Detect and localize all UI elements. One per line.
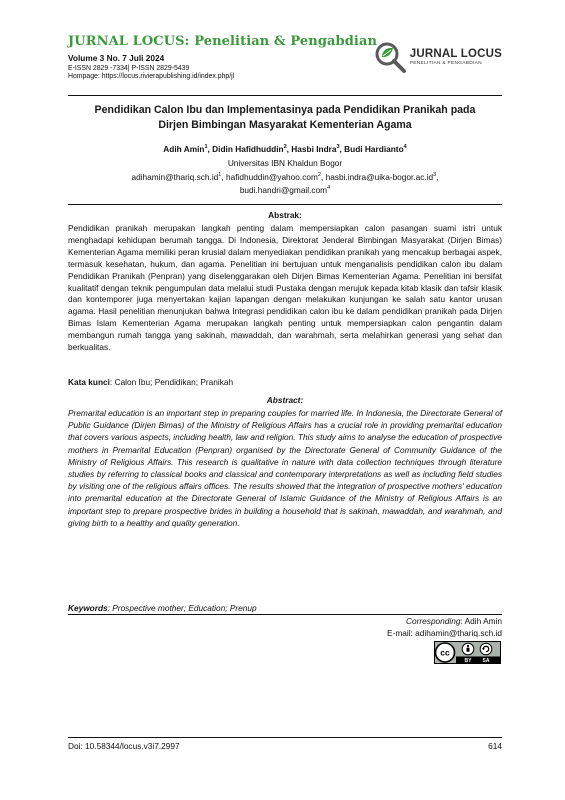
author-emails-line2 [68, 182, 502, 196]
homepage-link[interactable]: Hompage: https://locus.rivierapublishing.id/index.php/jl [68, 73, 235, 80]
affiliation-institution: Universitas IBN Khaldun Bogor [227, 158, 343, 168]
article-title-line2: Dirjen Bimbingan Masyarakat Kementerian Agama [158, 119, 412, 131]
keywords-value: : Calon Ibu; Pendidikan; Pranikah [109, 377, 234, 387]
abstract-text: Premarital education is an important step in preparing couples for married life. In Indonesia, the Directorate General of Public Guidance (Dirjen Bimas) of the Ministry of Religious Affairs has a crucial role in providing premarital education that covers various aspects, including health, law and religion. This study aims to analyse the education of prospective mothers in Premarital Education (Penpran) organised by the Directorate General of Community Guidance of the Ministry of Religious Affairs. This research is qualitative in nature with data collection techniques through literature studies by referring to classical books and classical and contemporary interpretations as well as including field studies by visiting one of the religious affairs offices. The results showed that the integration of prospective mothers' education into premarital education at the Directorate General of Islamic Guidance of the Ministry of Religious Affairs is an important step to prepare prospective brides in building a household that is sakinah, mawaddah, and warahmah, and giving birth to a healthy and quality generation. [68, 408, 502, 528]
author-name: Didin Hafidhuddin [212, 144, 284, 154]
keywords-label: Kata kunci [68, 377, 110, 387]
logo-name: JURNAL LOCUS [409, 48, 502, 60]
author-name: Hasbi Indra [291, 144, 337, 154]
email-sup: 4 [327, 185, 331, 191]
author-sup: 2 [283, 144, 287, 151]
abstract-heading: Abstract: [266, 395, 304, 405]
corresponding-name: : Adih Amin [460, 616, 502, 626]
author-email[interactable]: hasbi.indra@uika-bogor.ac.id [325, 171, 434, 182]
doi[interactable]: Doi: 10.58344/locus.v3i7.2997 [68, 741, 180, 751]
author-sup: 4 [403, 144, 407, 151]
issn-info: E-ISSN 2829 -7334| P-ISSN 2829-5439 [68, 65, 190, 72]
author-name: Budi Hardianto [344, 144, 404, 154]
author-email[interactable]: budi.handri@gmail.com [239, 184, 328, 195]
journal-logo [373, 40, 502, 74]
abstrak-heading: Abstrak: [268, 210, 302, 220]
magnifier-leaf-icon [373, 40, 407, 74]
journal-title: JURNAL LOCUS: Penelitian & Pengabdian [68, 34, 378, 49]
corresponding-email[interactable]: E-mail: adihamin@thariq.sch.id [387, 628, 502, 638]
keywords-value: : Prospective mother; Education; Prenup [107, 603, 257, 613]
corresponding-author [387, 615, 502, 639]
corresponding-label: Corresponding [406, 616, 461, 626]
footer-rule [68, 737, 502, 738]
cc-sa-label: SA [482, 658, 490, 664]
cc-by-sa-icon[interactable] [434, 641, 501, 664]
author-list: Adih Amin$^1$, Didin Hafidhuddin$^2$, Hasbi Indra$^3$, Budi Hardianto$^4$ [163, 144, 407, 154]
journal-header [68, 34, 502, 94]
abstract-keywords [68, 603, 502, 613]
page-number: 614 [488, 741, 502, 751]
email-sup: 2 [317, 172, 321, 178]
cc-by-label: BY [464, 658, 472, 664]
abstrak-keywords [68, 377, 502, 387]
article-title [68, 103, 502, 133]
volume-info: Volume 3 No. 7 Juli 2024 [68, 53, 165, 63]
logo-subtitle: PENELITIAN & PENGABDIAN [409, 61, 482, 66]
author-email[interactable]: adihamin@thariq.sch.id [131, 171, 219, 182]
article-title-line1: Pendidikan Calon Ibu dan Implementasinya pada Pendidikan Pranikah pada [94, 104, 476, 116]
author-emails-line1: $adihamin@thariq.sch.id^1$, hafidhuddin@yahoo.com$^2$, $hasbi.indra@uika-bogor.ac.id^3$, [131, 171, 439, 182]
abstrak-top-rule [68, 204, 502, 205]
author-sup: 3 [336, 144, 340, 151]
email-sup: 1 [218, 172, 222, 178]
author-name: Adih Amin [163, 144, 205, 154]
author-email[interactable]: hafidhuddin@yahoo.com [225, 171, 318, 182]
svg-text:cc: cc [440, 647, 450, 658]
keywords-label: Keywords [68, 603, 108, 613]
page-footer [68, 741, 502, 751]
header-divider [68, 95, 502, 96]
author-sup: 1 [204, 144, 208, 151]
email-sup: 3 [433, 172, 437, 178]
abstrak-text: Pendidikan pranikah merupakan langkah penting dalam mempersiapkan calon pasangan suami istri untuk menghadapi kehidupan berumah tangga. Di Indonesia, Direktorat Jenderal Bimbingan Masyarakat (Dirjen Bimas) Kementerian Agama memiliki peran krusial dalam menyediakan pendidikan pranikah yang mencakup berbagai aspek, termasuk kesehatan, hukum, dan agama. Penelitian ini bertujuan untuk menganalisis pendidikan calon ibu dalam Pendidikan Pranikah (Penpran) yang diselenggarakan oleh Dirjen Bimas Kementerian Agama. Penelitian ini bersifat kualitatif dengan teknik pengumpulan data melalui studi Pustaka dengan merujuk kepada kitab klasik dan tafsir klasik dan kontemporer juga menyertakan kajian lapangan dengan melakukan kunjungan ke salah satu kantor urusan agama. Hasil penelitian menunjukan bahwa Integrasi pendidikan calon ibu ke dalam pendidikan pranikah pada Dirjen Bimas Islam Kementerian Agama merupakan langkah penting untuk mempersiapkan calon pengantin dalam membangun rumah tangga yang sakinah, mawaddah, dan warahmah, serta melahirkan generasi yang sehat dan berkualitas. [68, 223, 502, 353]
